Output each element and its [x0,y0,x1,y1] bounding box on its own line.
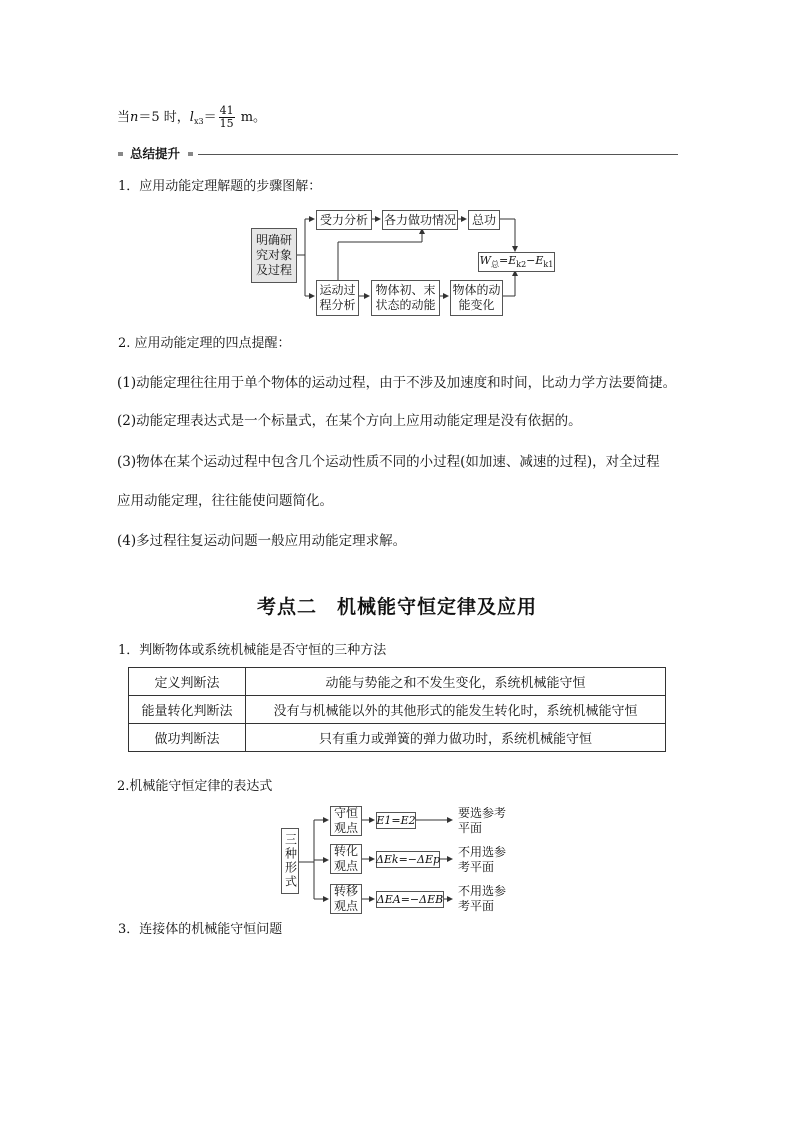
theorem-ek1-sub: k1 [543,259,554,269]
flow2-formula-label: ΔEA=−ΔEB [376,893,444,906]
formula-l-sub: x3 [193,117,204,126]
formula-n-eq: ＝5 时， [138,110,190,125]
flow2-note-label: 要选参考平面 [458,806,507,835]
flow2-view-box [330,844,362,874]
flow2-formula-label: E1=E2 [376,814,416,827]
sub3-title: 3．连接体的机械能守恒问题 [118,922,283,937]
flow2-view-label: 守恒观点 [333,806,358,835]
table-cell: 做功判断法 [129,724,246,752]
formula-unit: m。 [240,110,267,125]
flow2-view-label: 转移观点 [333,884,358,913]
reminder-3-cont: 应用动能定理，往往能使问题简化。 [117,493,333,509]
theorem-w-sub: 总 [490,259,499,269]
flow1-motion-label: 运动过程分析 [319,283,356,312]
table-cell: 能量转化判断法 [129,696,246,724]
flow1-work-label: 各力做功情况 [383,212,456,227]
flow2-view-box [330,884,362,914]
formula-eq: ＝ [203,110,217,125]
reminder-2: (2)动能定理表达式是一个标量式，在某个方向上应用动能定理是没有依据的。 [117,413,582,429]
flow1-start-label: 明确研究对象及过程 [255,233,292,277]
fraction-numerator: 41 [219,104,234,117]
section-heading: 考点二 机械能守恒定律及应用 [256,596,537,618]
flow2-formula-box [376,812,416,829]
fraction-denominator: 15 [219,117,234,130]
flow2-formula-label: ΔEk=−ΔEp [375,853,441,866]
flow1-ke-state-label: 物体初、末状态的动能 [375,283,436,312]
flow1-ke-change-label: 物体的动能变化 [452,283,501,312]
formula-prefix: 当 [117,110,131,125]
flow2-formula-box [376,891,444,908]
flow2-note [458,806,514,836]
item1-title: 1．应用动能定理解题的步骤图解： [118,179,322,194]
table-cell: 没有与机械能以外的其他形式的能发生转化时，系统机械能守恒 [246,696,666,724]
theorem-ek2-sub: k2 [516,259,527,269]
flow2-formula-box [376,851,440,868]
section-header-label: 总结提升 [130,146,181,161]
flow2-note-label: 不用选参考平面 [458,845,507,874]
reminder-3: (3)物体在某个运动过程中包含几个运动性质不同的小过程(如加速、减速的过程)，对全过程 [117,454,660,470]
table-cell: 定义判断法 [129,668,246,696]
sub1-title: 1．判断物体或系统机械能是否守恒的三种方法 [118,643,387,658]
sub2-title: 2.机械能守恒定律的表达式 [117,779,273,794]
flow2-root-label: 三种形式 [283,833,298,889]
flow1-force-label: 受力分析 [319,212,368,227]
flow1-theorem-eq: $W_总=E_{k2}-E_{k1}$ [479,253,554,269]
flow2-note [458,884,514,914]
theorem-w: W [479,253,491,267]
formula-n: n [130,110,139,125]
flow2-view-box [330,806,362,836]
item2-title: 2. 应用动能定理的四点提醒： [118,336,291,351]
theorem-ek1: E [535,253,544,267]
flow2-view-label: 转化观点 [333,844,358,873]
theorem-ek2: E [508,253,517,267]
reminder-1: (1)动能定理往往用于单个物体的运动过程，由于不涉及加速度和时间，比动力学方法要简捷。 [117,375,677,391]
table-cell: 动能与势能之和不发生变化，系统机械能守恒 [246,668,666,696]
flow2-note [458,845,514,875]
formula-l: l [189,110,194,125]
table-cell: 只有重力或弹簧的弹力做功时，系统机械能守恒 [246,724,666,752]
flow2-note-label: 不用选参考平面 [458,884,507,913]
flow2-root-box [281,828,299,894]
flow1-total-label: 总功 [471,212,496,227]
reminder-4: (4)多过程往复运动问题一般应用动能定理求解。 [117,533,407,549]
